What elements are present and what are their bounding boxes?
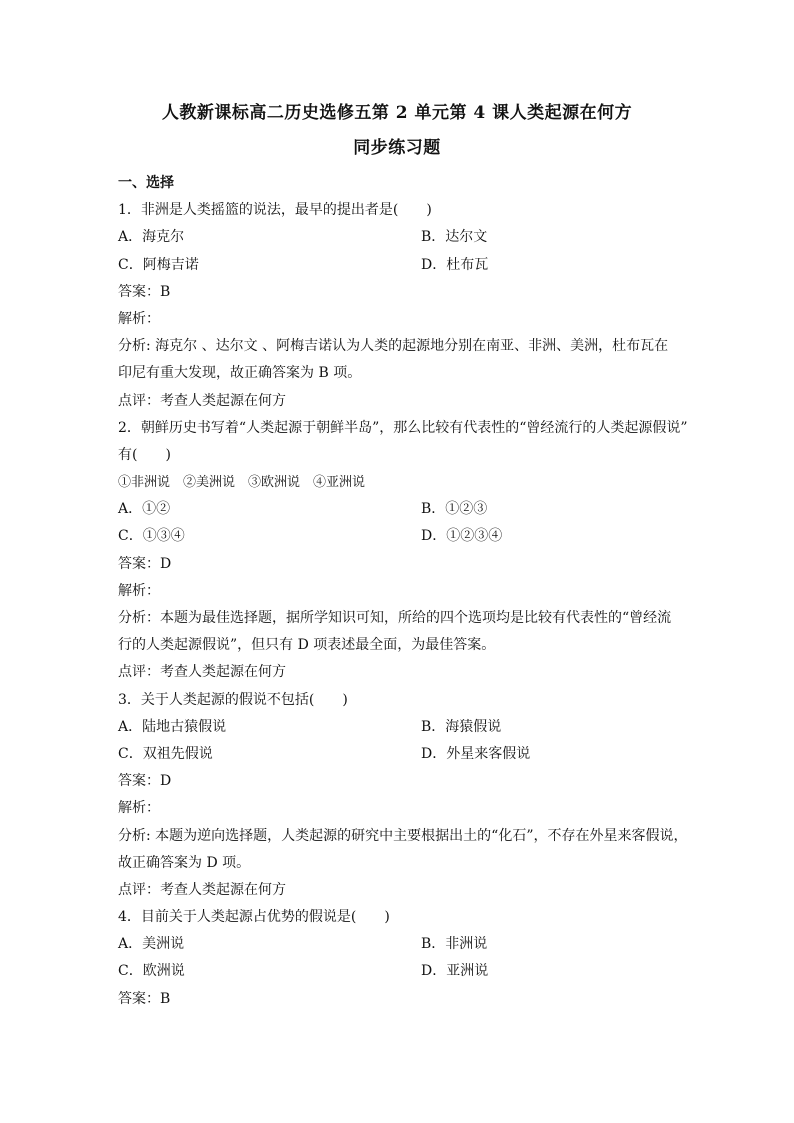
- answer: 答案：D: [118, 773, 172, 790]
- analysis-line: 分析: 本题为逆向选择题，人类起源的研究中主要根据出土的“化石”，不存在外星来客假说，: [118, 827, 688, 844]
- analysis-line: 分析：本题为最佳选择题，据所学知识可知，所给的四个选项均是比较有代表性的“曾经流: [118, 610, 672, 626]
- explanation-label: 解析：: [118, 310, 160, 327]
- analysis-line: 行的人类起源假说”，但只有 D 项表述最全面，为最佳答案。: [118, 637, 496, 654]
- option-c: C．欧洲说: [118, 963, 185, 980]
- question-4: [118, 904, 678, 1013]
- option-c: C．双祖先假说: [118, 745, 213, 762]
- question-stem: 有( ): [118, 446, 171, 463]
- options-row: [118, 958, 678, 985]
- options-row: [118, 931, 678, 958]
- analysis-line: 印尼有重大发现，故正确答案为 B 项。: [118, 365, 362, 382]
- analysis-line: 故正确答案为 D 项。: [118, 854, 251, 871]
- document-subtitle: 同步练习题: [353, 138, 441, 158]
- explanation-label: 解析：: [118, 582, 160, 599]
- answer: 答案：B: [118, 283, 171, 300]
- question-stem: 2．朝鲜历史书写着“人类起源于朝鲜半岛”，那么比较有代表性的“曾经流行的人类起源假说”: [118, 419, 688, 436]
- option-a: A．海克尔: [118, 229, 185, 246]
- question-2: [118, 415, 688, 687]
- answer: 答案：B: [118, 990, 171, 1007]
- section-heading: 一、选择: [118, 175, 174, 191]
- options-row: [118, 741, 678, 768]
- question-stem: 3．关于人类起源的假说不包括( ): [118, 691, 348, 708]
- sub-choices: ①非洲说 ②美洲说 ③欧洲说 ④亚洲说: [118, 475, 366, 491]
- question-1: [118, 197, 678, 415]
- option-c: C．阿梅吉诺: [118, 256, 199, 273]
- question-3: [118, 687, 688, 905]
- options-row: [118, 714, 678, 741]
- options-row: [118, 252, 678, 279]
- option-b: B．非洲说: [421, 936, 488, 953]
- options-row: [118, 496, 678, 523]
- option-d: D．亚洲说: [421, 963, 489, 980]
- question-stem: 1．非洲是人类摇篮的说法，最早的提出者是( ): [118, 202, 432, 219]
- comment: 点评：考查人类起源在何方: [118, 664, 286, 681]
- option-b: B．达尔文: [421, 229, 488, 246]
- option-b: B．海猿假说: [421, 718, 502, 735]
- comment: 点评：考查人类起源在何方: [118, 881, 286, 898]
- option-d: D．①②③④: [421, 528, 503, 545]
- option-b: B．①②③: [421, 501, 488, 518]
- option-a: A．①②: [118, 501, 171, 518]
- options-row: [118, 224, 678, 251]
- analysis-line: 分析: 海克尔 、达尔文 、阿梅吉诺认为人类的起源地分别在南亚、非洲、美洲，杜布瓦在: [118, 338, 669, 355]
- question-stem: 4．目前关于人类起源占优势的假说是( ): [118, 909, 390, 926]
- document-body: [118, 170, 688, 1013]
- option-a: A．陆地古猿假说: [118, 718, 227, 735]
- comment: 点评：考查人类起源在何方: [118, 392, 286, 409]
- option-d: D．外星来客假说: [421, 745, 531, 762]
- options-row: [118, 523, 678, 550]
- explanation-label: 解析：: [118, 800, 160, 817]
- option-c: C．①③④: [118, 528, 185, 545]
- answer: 答案：D: [118, 555, 172, 572]
- option-a: A．美洲说: [118, 936, 185, 953]
- option-d: D．杜布瓦: [421, 256, 489, 273]
- document-title: 人教新课标高二历史选修五第 2 单元第 4 课人类起源在何方: [161, 103, 633, 123]
